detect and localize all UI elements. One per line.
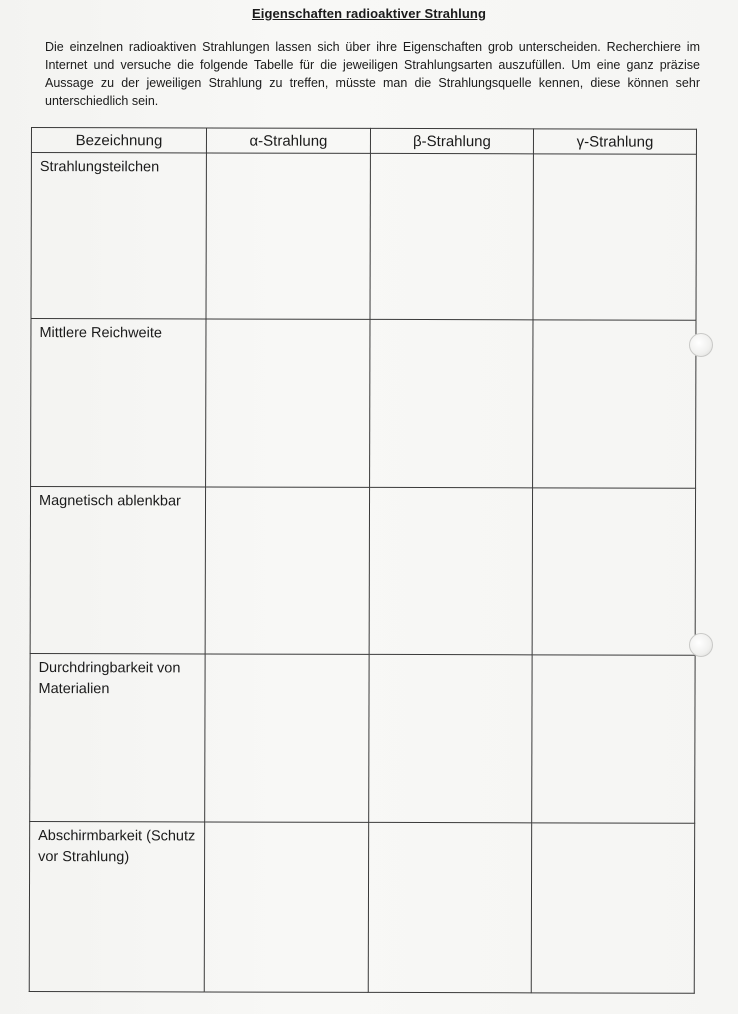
intro-line: kennen, diese können sehr unterschiedlich sein. xyxy=(45,76,700,108)
radiation-properties-table xyxy=(29,127,697,994)
answer-cell-gamma[interactable] xyxy=(532,655,695,823)
answer-cell-alpha[interactable] xyxy=(206,153,370,319)
intro-line: Um eine ganz präzise Aussage zu der jeweiligen Strahlung zu treffen, müsste man die Strahlungsquelle xyxy=(45,58,700,90)
answer-cell-alpha[interactable] xyxy=(204,822,368,992)
intro-line: Recherchiere im Internet und versuche die folgende Tabelle für die jeweiligen Strahlungsarten auszufüllen. xyxy=(45,40,700,72)
table-row xyxy=(29,821,694,993)
answer-cell-beta[interactable] xyxy=(370,319,533,487)
answer-cell-gamma[interactable] xyxy=(531,823,694,993)
row-label-abschirmbarkeit: Abschirmbarkeit (Schutz vor Strahlung) xyxy=(29,821,204,991)
worksheet-title: Eigenschaften radioaktiver Strahlung xyxy=(251,6,487,21)
answer-cell-beta[interactable] xyxy=(369,487,532,654)
answer-cell-beta[interactable] xyxy=(368,822,531,992)
punch-hole xyxy=(689,333,713,357)
table-row xyxy=(30,653,695,823)
answer-cell-alpha[interactable] xyxy=(205,654,369,822)
answer-cell-beta[interactable] xyxy=(370,153,533,319)
intro-paragraph xyxy=(45,38,700,110)
punch-hole xyxy=(689,633,713,657)
header-gamma: γ-Strahlung xyxy=(533,129,696,154)
header-alpha: α-Strahlung xyxy=(206,128,370,153)
row-label-durchdringbarkeit: Durchdringbarkeit von Materialien xyxy=(30,653,205,821)
row-label-magnetisch-ablenkbar: Magnetisch ablenkbar xyxy=(30,487,205,654)
answer-cell-alpha[interactable] xyxy=(206,319,370,487)
answer-cell-beta[interactable] xyxy=(369,654,532,822)
intro-line: Die einzelnen radioaktiven Strahlungen lassen sich über ihre Eigenschaften grob unterscheiden. xyxy=(45,40,601,54)
answer-cell-gamma[interactable] xyxy=(532,488,695,655)
header-beta: β-Strahlung xyxy=(370,128,533,153)
row-label-mittlere-reichweite: Mittlere Reichweite xyxy=(31,319,206,487)
answer-cell-alpha[interactable] xyxy=(205,487,369,654)
header-bezeichnung: Bezeichnung xyxy=(31,128,206,153)
answer-cell-gamma[interactable] xyxy=(533,154,696,320)
table-row xyxy=(30,487,695,656)
table-row xyxy=(31,153,696,321)
answer-cell-gamma[interactable] xyxy=(533,320,696,488)
row-label-strahlungsteilchen: Strahlungsteilchen xyxy=(31,153,206,319)
table-header-row xyxy=(31,128,696,155)
table-row xyxy=(31,319,696,489)
